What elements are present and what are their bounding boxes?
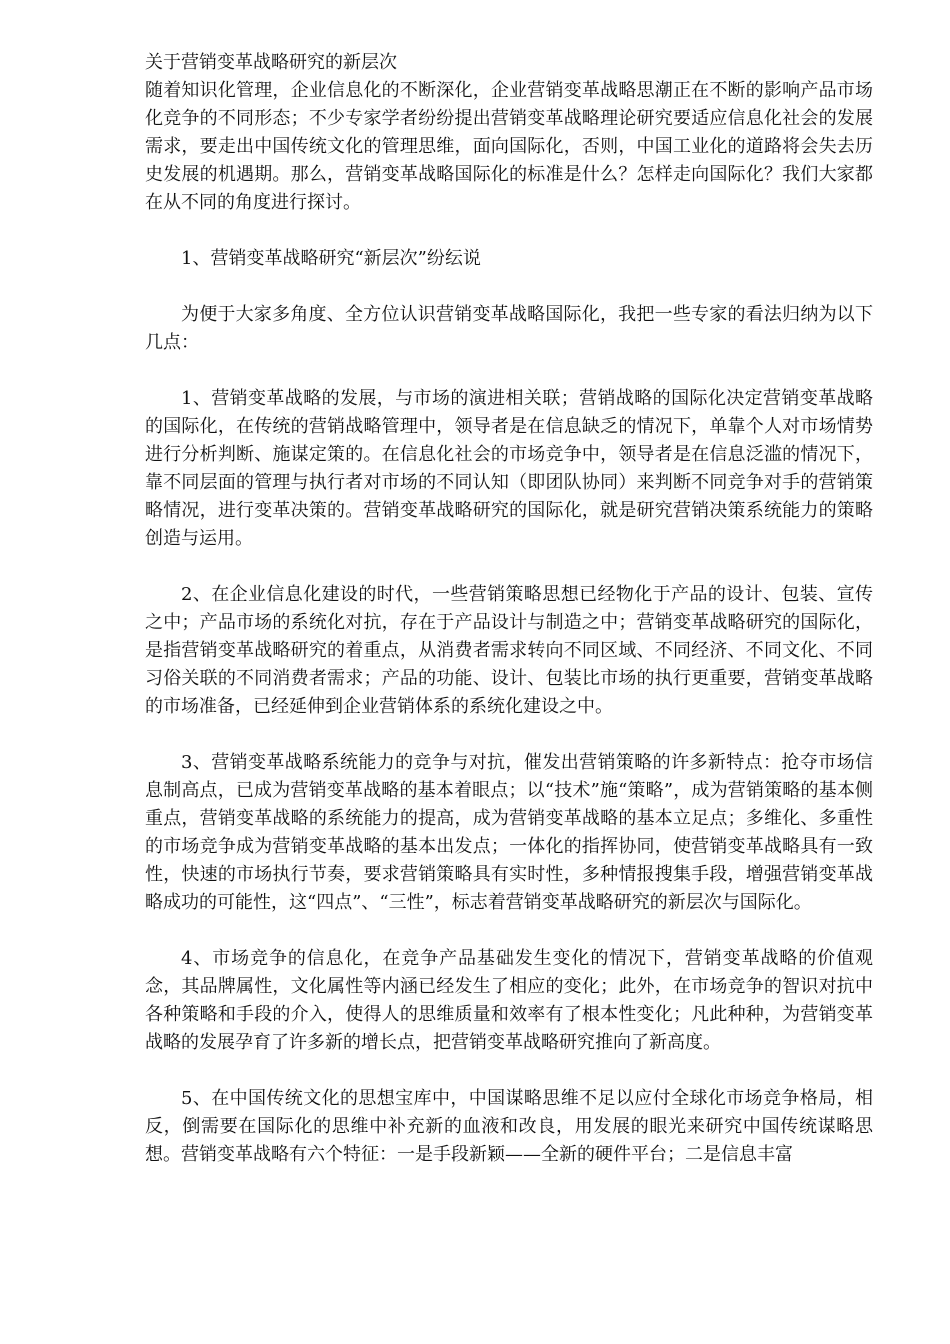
lead-paragraph: 为便于大家多角度、全方位认识营销变革战略国际化，我把一些专家的看法归纳为以下几点： (145, 304, 873, 353)
point-paragraph-2: 2、在企业信息化建设的时代，一些营销策略思想已经物化于产品的设计、包装、宣传之中；产品市场的系统化对抗，存在于产品设计与制造之中；营销变革战略研究的国际化，是指营销变革战略研究的着重点，从消费者需求转向不同区域、不同经济、不同文化、不同习俗关联的不同消费者需求；产品的功能、设计、包装比市场的执行更重要，营销变革战略的市场准备，已经延伸到企业营销体系的系统化建设之中。 (145, 584, 873, 717)
section-heading: 1、营销变革战略研究“新层次”纷纭说 (181, 248, 481, 269)
intro-paragraph: 随着知识化管理，企业信息化的不断深化，企业营销变革战略思潮正在不断的影响产品市场化竞争的不同形态；不少专家学者纷纷提出营销变革战略理论研究要适应信息化社会的发展需求，要走出中国传统文化的管理思维，面向国际化，否则，中国工业化的道路将会失去历史发展的机遇期。那么，营销变革战略国际化的标准是什么？怎样走向国际化？我们大家都在从不同的角度进行探讨。 (145, 80, 873, 213)
document-title: 关于营销变革战略研究的新层次 (145, 52, 397, 73)
point-paragraph-3: 3、营销变革战略系统能力的竞争与对抗，催发出营销策略的许多新特点：抢夺市场信息制高点，已成为营销变革战略的基本着眼点；以“技术”施“策略”，成为营销策略的基本侧重点，营销变革战略的系统能力的提高，成为营销变革战略的基本立足点；多维化、多重性的市场竞争成为营销变革战略的基本出发点；一体化的指挥协同，使营销变革战略具有一致性，快速的市场执行节奏，要求营销策略具有实时性，多种情报搜集手段，增强营销变革战略成功的可能性，这“四点”、“三性”，标志着营销变革战略研究的新层次与国际化。 (145, 752, 873, 913)
point-paragraph-1: 1、营销变革战略的发展，与市场的演进相关联；营销战略的国际化决定营销变革战略的国际化，在传统的营销战略管理中，领导者是在信息缺乏的情况下，单靠个人对市场情势进行分析判断、施谋定策的。在信息化社会的市场竞争中，领导者是在信息泛滥的情况下，靠不同层面的管理与执行者对市场的不同认知（即团队协同）来判断不同竞争对手的营销策略情况，进行变革决策的。营销变革战略研究的国际化，就是研究营销决策系统能力的策略创造与运用。 (145, 388, 873, 549)
point-paragraph-5: 5、在中国传统文化的思想宝库中，中国谋略思维不足以应付全球化市场竞争格局，相反，倒需要在国际化的思维中补充新的血液和改良，用发展的眼光来研究中国传统谋略思想。营销变革战略有六个特征：一是手段新颖——全新的硬件平台；二是信息丰富 (145, 1088, 873, 1165)
point-paragraph-4: 4、市场竞争的信息化，在竞争产品基础发生变化的情况下，营销变革战略的价值观念，其品牌属性，文化属性等内涵已经发生了相应的变化；此外，在市场竞争的智识对抗中各种策略和手段的介入，使得人的思维质量和效率有了根本性变化；凡此种种，为营销变革战略的发展孕育了许多新的增长点，把营销变革战略研究推向了新高度。 (145, 948, 873, 1053)
document-page (145, 49, 873, 1169)
